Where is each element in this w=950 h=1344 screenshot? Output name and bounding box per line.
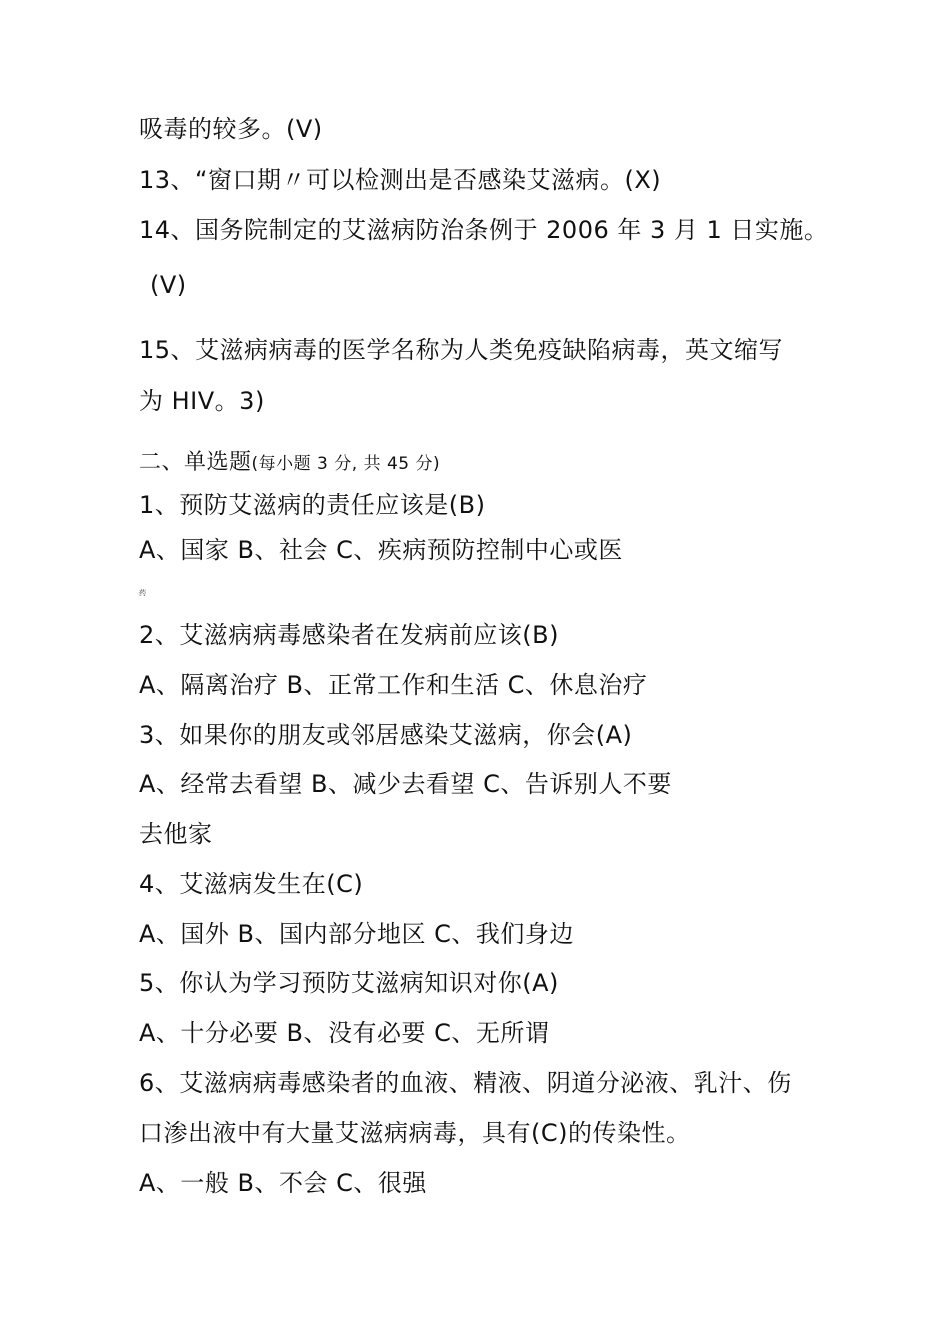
question-15: 15、艾滋病病毒的医学名称为人类免疫缺陷病毒，英文缩写 (139, 336, 784, 364)
single-choice-3-options: A、经常去看望 B、减少去看望 C、告诉别人不要 (139, 770, 672, 798)
single-choice-3-options-continued: 去他家 (139, 820, 213, 848)
single-choice-5: 5、你认为学习预防艾滋病知识对你(A) (139, 969, 559, 997)
single-choice-4: 4、艾滋病发生在(C) (139, 870, 364, 898)
question-13: 13、“窗口期〃可以检测出是否感染艾滋病。(X) (139, 166, 662, 194)
single-choice-1-options-continued: 药 (139, 589, 147, 597)
single-choice-4-options: A、国外 B、国内部分地区 C、我们身边 (139, 920, 574, 948)
single-choice-1: 1、预防艾滋病的责任应该是(B) (139, 491, 486, 519)
question-14: 14、国务院制定的艾滋病防治条例于 2006 年 3 月 1 日实施。 (139, 216, 829, 244)
question-14-answer: (V) (150, 271, 187, 299)
question-15-continued: 为 HIV。3) (139, 387, 265, 415)
single-choice-3: 3、如果你的朋友或邻居感染艾滋病，你会(A) (139, 721, 633, 749)
single-choice-2-options: A、隔离治疗 B、正常工作和生活 C、休息治疗 (139, 671, 648, 699)
single-choice-6-options: A、一般 B、不会 C、很强 (139, 1169, 427, 1197)
single-choice-1-options: A、国家 B、社会 C、疾病预防控制中心或医 (139, 536, 623, 564)
section-subtitle: (每小题 3 分, 共 45 分) (251, 454, 441, 474)
text-line: 吸毒的较多。(V) (139, 115, 323, 143)
single-choice-6-continued: 口渗出液中有大量艾滋病病毒，具有(C)的传染性。 (139, 1119, 691, 1147)
section-heading (139, 448, 440, 479)
section-title: 二、单选题 (139, 450, 252, 475)
single-choice-5-options: A、十分必要 B、没有必要 C、无所谓 (139, 1019, 550, 1047)
single-choice-6: 6、艾滋病病毒感染者的血液、精液、阴道分泌液、乳汁、伤 (139, 1069, 792, 1097)
single-choice-2: 2、艾滋病病毒感染者在发病前应该(B) (139, 621, 559, 649)
